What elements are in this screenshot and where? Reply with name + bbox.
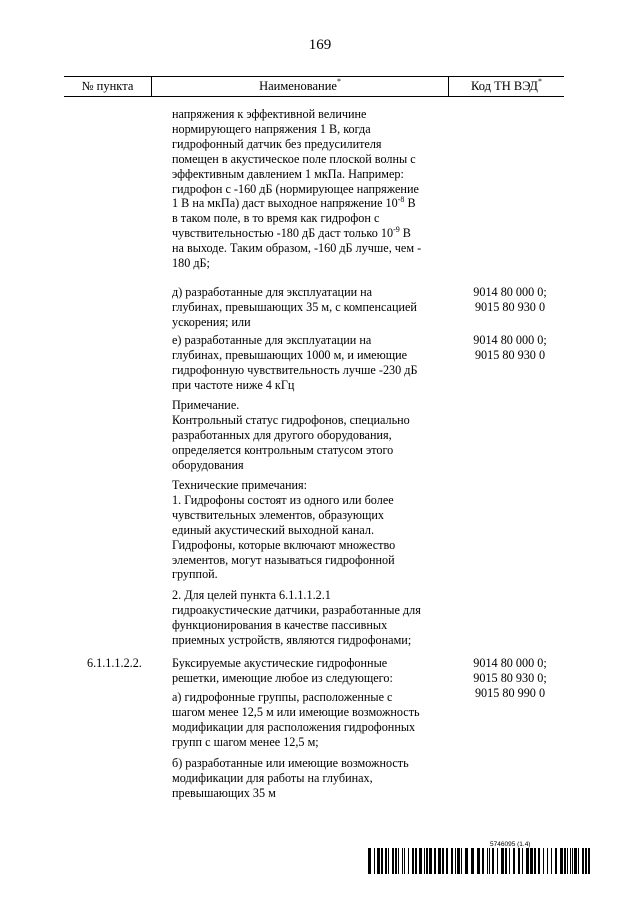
- barcode-bar: [513, 848, 515, 874]
- text-line: 2. Для целей пункта 6.1.1.1.2.1: [172, 588, 331, 602]
- text-block: [172, 756, 442, 801]
- barcode-bar: [489, 848, 490, 874]
- text-line: 180 дБ;: [172, 256, 210, 271]
- barcode-bar: [461, 848, 462, 874]
- barcode-bar: [429, 848, 432, 874]
- barcode-bar: [404, 848, 405, 874]
- tn-ved-code: 9015 80 930 0: [474, 347, 546, 362]
- header-bottom-rule: [64, 96, 564, 97]
- text-line: функционирования в качестве пассивных: [172, 617, 388, 632]
- item-number: 6.1.1.1.2.2.: [87, 656, 142, 670]
- header-name: Наименование*: [259, 76, 341, 93]
- text-line: глубинах, превышающих 1000 м, и имеющие: [172, 347, 408, 362]
- text-line: чувствительностью -180 дБ даст только $10^{-9}$ В: [172, 225, 411, 241]
- barcode-bar: [560, 848, 563, 874]
- barcode-bar: [408, 848, 409, 874]
- barcode-bar: [477, 848, 480, 874]
- barcode-bar: [424, 848, 425, 874]
- text-block: [172, 656, 442, 686]
- barcode-bar: [457, 848, 460, 874]
- tn-ved-code: 9015 80 930 0;: [473, 670, 547, 685]
- text-line: эффективным давлением 1 мкПа. Например:: [172, 166, 404, 181]
- header-item-number: № пункта: [81, 79, 134, 93]
- table-header: [64, 76, 564, 96]
- barcode-bar: [438, 848, 441, 874]
- barcode-bar: [426, 848, 428, 874]
- barcode-bar: [555, 848, 557, 874]
- text-line: Гидрофоны, которые включают множество: [172, 537, 396, 552]
- text-line: шагом менее 12,5 м или имеющие возможность: [172, 704, 420, 719]
- barcode-bar: [567, 848, 568, 874]
- text-line: групп с шагом менее 12,5 м;: [172, 734, 319, 749]
- text-line: глубинах, превышающих 35 м, с компенсацией: [172, 299, 417, 314]
- text-block: [172, 398, 442, 473]
- barcode-bar: [518, 848, 520, 874]
- text-block: [172, 333, 442, 393]
- barcode-bar: [585, 848, 587, 874]
- text-line: нормирующего напряжения 1 В, когда: [172, 121, 371, 136]
- text-line: напряжения к эффективной величине: [172, 107, 367, 121]
- text-line: ускорения; или: [172, 314, 251, 329]
- tn-ved-code: 9015 80 990 0: [474, 685, 546, 700]
- tn-ved-code-cell: [455, 656, 565, 701]
- text-line: Контрольный статус гидрофонов, специально: [172, 412, 410, 427]
- barcode-bar: [509, 848, 510, 874]
- barcode-bar: [538, 848, 540, 874]
- barcode-bar: [392, 848, 394, 874]
- text-block: [172, 588, 442, 648]
- barcode-bar: [526, 848, 529, 874]
- text-line: единый акустический выходной канал.: [172, 522, 375, 537]
- barcode-bar: [402, 848, 403, 874]
- text-line: 1. Гидрофоны состоят из одного или более: [172, 492, 394, 507]
- text-line: в таком поле, в то время как гидрофон с: [172, 211, 380, 226]
- barcode-bar: [492, 848, 494, 874]
- text-line: Технические примечания:: [172, 478, 308, 492]
- tn-ved-code: 9015 80 930 0: [474, 299, 546, 314]
- barcode-bar: [547, 848, 548, 874]
- text-line: е) разработанные для эксплуатации на: [172, 333, 372, 347]
- barcode-bar: [388, 848, 389, 874]
- text-line: группой.: [172, 567, 218, 582]
- text-block: [172, 285, 442, 330]
- text-block: [172, 107, 442, 271]
- barcode-bar: [434, 848, 436, 874]
- text-line: чувствительных элементов, образующих: [172, 507, 384, 522]
- text-line: гидрофон с -160 дБ (нормирующее напряжение: [172, 181, 419, 196]
- barcode-bar: [578, 848, 579, 874]
- text-line: на выходе. Таким образом, -160 дБ лучше, чем -: [172, 241, 422, 256]
- barcode-bar: [368, 848, 371, 874]
- barcode-bar: [588, 848, 590, 874]
- barcode-bar: [385, 848, 387, 874]
- barcode-bar: [381, 848, 383, 874]
- text-block: [172, 690, 442, 750]
- tn-ved-code: 9014 80 000 0;: [473, 333, 547, 347]
- text-line: разработанных для другого оборудования,: [172, 427, 392, 442]
- barcode-bar: [465, 848, 468, 874]
- barcode-bar: [415, 848, 417, 874]
- barcode-bar: [501, 848, 504, 874]
- text-line: при частоте ниже 4 кГц: [172, 377, 295, 392]
- barcode-bar: [570, 848, 571, 874]
- barcode-bar: [482, 848, 484, 874]
- barcode-bar: [534, 848, 536, 874]
- barcode-bar: [572, 848, 573, 874]
- barcode-bar: [543, 848, 544, 874]
- barcode-bar: [471, 848, 474, 874]
- text-line: модификации для работы на глубинах,: [172, 770, 373, 785]
- tn-ved-code-cell: [455, 333, 565, 363]
- barcode-bar: [446, 848, 448, 874]
- tn-ved-code: 9014 80 000 0;: [473, 285, 547, 299]
- barcode-bar: [398, 848, 399, 874]
- barcode-bar: [377, 848, 380, 874]
- barcode-bar: [574, 848, 577, 874]
- barcode-bar: [442, 848, 444, 874]
- text-line: помещен в акустическое поле плоской волны с: [172, 151, 416, 166]
- barcode-bar: [530, 848, 533, 874]
- tn-ved-code: 9014 80 000 0;: [473, 656, 547, 670]
- barcode-bar: [419, 848, 422, 874]
- barcode-bar: [455, 848, 456, 874]
- barcode-bar: [451, 848, 453, 874]
- barcode-bar: [412, 848, 414, 874]
- text-block: [172, 478, 442, 582]
- text-line: Буксируемые акустические гидрофонные: [172, 656, 388, 670]
- text-line: гидрофонную чувствительность лучше -230 дБ: [172, 362, 418, 377]
- barcode-bar: [522, 848, 523, 874]
- barcode-label: 5746095 (1.4): [490, 841, 531, 848]
- text-line: гидрофонный датчик без предусилителя: [172, 136, 382, 151]
- barcode-bar: [564, 848, 566, 874]
- barcode-bar: [551, 848, 552, 874]
- header-top-rule: [64, 76, 564, 77]
- text-line: б) разработанные или имеющие возможность: [172, 756, 409, 770]
- text-line: элементов, могут называться гидрофонной: [172, 552, 395, 567]
- barcode-bar: [487, 848, 488, 874]
- text-line: гидроакустические датчики, разработанные для: [172, 602, 421, 617]
- tn-ved-code-cell: [455, 285, 565, 315]
- barcode-bar: [497, 848, 498, 874]
- text-line: приемных устройств, являются гидрофонами;: [172, 632, 412, 647]
- barcode-bar: [374, 848, 375, 874]
- text-line: 1 В на мкПа) даст выходное напряжение $10^{-8}$ В: [172, 195, 416, 211]
- header-tn-ved-code: Код ТН ВЭД*: [471, 76, 542, 93]
- text-line: а) гидрофонные группы, расположенные с: [172, 690, 393, 704]
- text-line: оборудования: [172, 457, 244, 472]
- text-line: модификации для расположения гидрофонных: [172, 719, 416, 734]
- barcode: [368, 848, 590, 874]
- page-number: 169: [308, 37, 332, 53]
- barcode-bar: [582, 848, 584, 874]
- text-line: Примечание.: [172, 398, 240, 412]
- barcode-bar: [395, 848, 397, 874]
- barcode-bar: [505, 848, 507, 874]
- text-line: решетки, имеющие любое из следующего:: [172, 670, 393, 685]
- text-line: превышающих 35 м: [172, 785, 276, 800]
- text-line: д) разработанные для эксплуатации на: [172, 285, 373, 299]
- text-line: определяется контрольным статусом этого: [172, 442, 394, 457]
